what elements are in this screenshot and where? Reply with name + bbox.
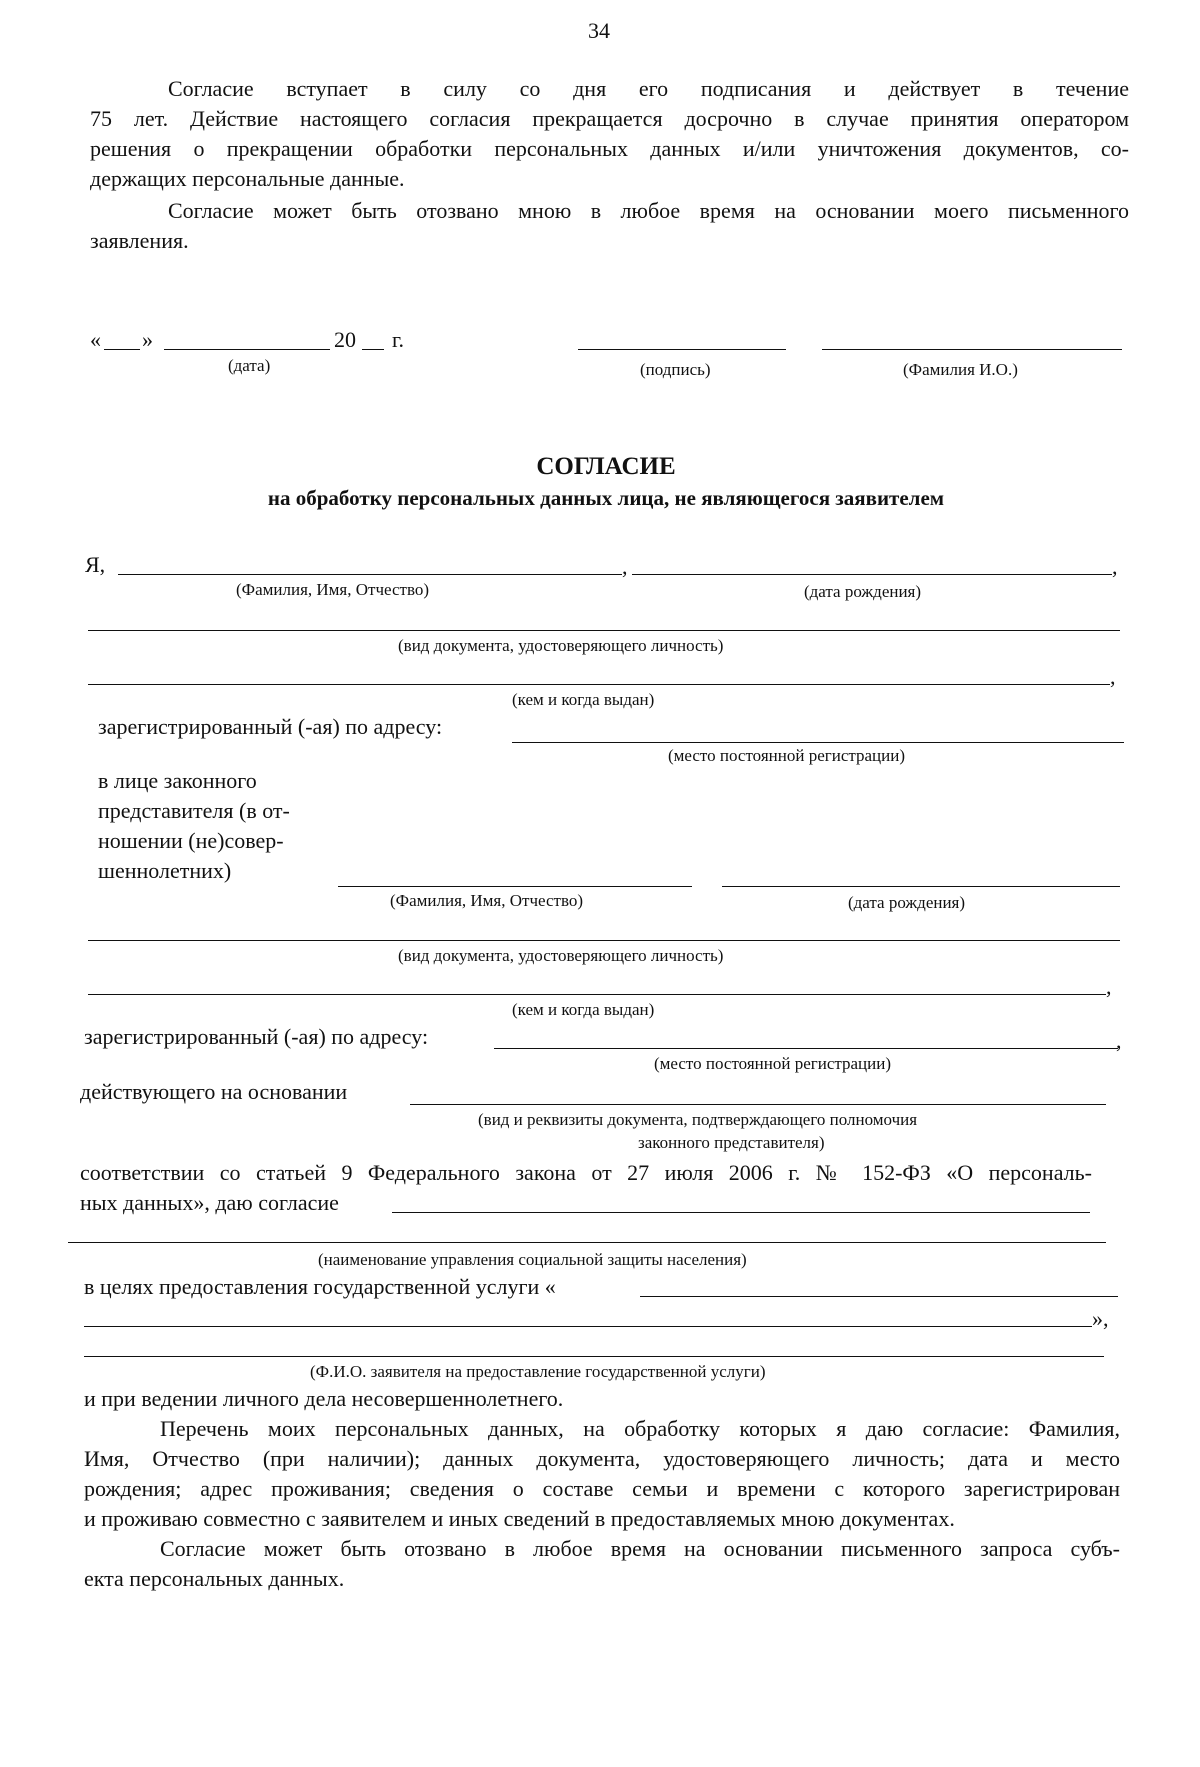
- rep-birth-field: [722, 886, 1120, 887]
- registered-label-1: зарегистрированный (-ая) по адресу:: [98, 714, 443, 739]
- ya-label: Я,: [85, 552, 106, 577]
- accordance-line-1: соответствии со статьей 9 Федерального закона от 27 июля 2006 г. № 152-ФЗ «О персональ-: [80, 1160, 1092, 1185]
- revoke-line-2: екта персональных данных.: [84, 1566, 345, 1591]
- p1-line-3: решения о прекращении обработки персональных данных и/или уничтожения документов, со-: [90, 136, 1129, 161]
- cap-issued-1: (кем и когда выдан): [512, 690, 655, 709]
- rep-line-4: шеннолетних): [98, 858, 232, 883]
- caption-fio: (Фамилия И.О.): [903, 360, 1018, 379]
- cap-fio-2: (Фамилия, Имя, Отчество): [390, 891, 584, 910]
- fio-blank: [822, 349, 1122, 350]
- comma-1: ,: [622, 554, 628, 579]
- list-line-3: рождения; адрес проживания; сведения о составе семьи и времени с которого зарегистрирован: [84, 1476, 1120, 1501]
- service-field-1: [640, 1296, 1118, 1297]
- cap-fio-1: (Фамилия, Имя, Отчество): [236, 580, 430, 599]
- cap-doc-1: (вид документа, удостоверяющего личность): [398, 636, 724, 655]
- basis-field: [410, 1104, 1106, 1105]
- personal-file-line: и при ведении личного дела несовершеннолетнего.: [84, 1386, 564, 1411]
- rep-line-1: в лице законного: [98, 768, 257, 793]
- p2-line-1: Согласие может быть отозвано мною в любое время на основании моего письменного: [168, 198, 1129, 223]
- month-blank: [164, 349, 330, 350]
- p1-line-4: держащих персональные данные.: [90, 166, 405, 191]
- date-close-quote: »: [142, 327, 153, 352]
- comma-4: ,: [1106, 974, 1112, 999]
- issued-field-2: [88, 994, 1106, 995]
- year-suffix: г.: [392, 327, 405, 352]
- year-blank: [362, 349, 384, 350]
- revoke-line-1: Согласие может быть отозвано в любое время на основании письменного запроса субъ-: [160, 1536, 1120, 1561]
- registration-field-2: [494, 1048, 1118, 1049]
- cap-issued-2: (кем и когда выдан): [512, 1000, 655, 1019]
- page-number: 34: [588, 18, 610, 43]
- acting-label: действующего на основании: [80, 1079, 348, 1104]
- doc-field-2: [88, 940, 1120, 941]
- year-prefix: 20: [334, 327, 356, 352]
- accordance-line-2: ных данных», даю согласие: [80, 1190, 339, 1215]
- comma-3: ,: [1110, 664, 1116, 689]
- cap-basis-2: законного представителя): [638, 1133, 825, 1152]
- cap-registration-1: (место постоянной регистрации): [668, 746, 905, 765]
- registered-label-2: зарегистрированный (-ая) по адресу:: [84, 1024, 429, 1049]
- consent-subtitle: на обработку персональных данных лица, не являющегося заявителем: [267, 486, 945, 510]
- caption-date: (дата): [228, 356, 271, 375]
- service-field-2: [84, 1326, 1092, 1327]
- consent-to-field: [392, 1212, 1090, 1213]
- day-blank: [104, 349, 140, 350]
- rep-line-3: ношении (не)совер-: [98, 828, 284, 853]
- cap-basis-1: (вид и реквизиты документа, подтверждающего полномочия: [478, 1110, 918, 1129]
- registration-field-1: [512, 742, 1124, 743]
- caption-signature: (подпись): [640, 360, 711, 379]
- doc-field-1: [88, 630, 1120, 631]
- purpose-label: в целях предоставления государственной услуги «: [84, 1274, 556, 1299]
- issued-field-1: [88, 684, 1110, 685]
- rep-fio-field: [338, 886, 692, 887]
- cap-birth-1: (дата рождения): [804, 582, 922, 601]
- fio-field-1: [118, 574, 622, 575]
- p1-line-1: Согласие вступает в силу со дня его подписания и действует в течение: [168, 76, 1129, 101]
- social-field: [68, 1242, 1106, 1243]
- cap-applicant: (Ф.И.О. заявителя на предоставление государственной услуги): [310, 1362, 766, 1381]
- list-line-2: Имя, Отчество (при наличии); данных документа, удостоверяющего личность; дата и место: [84, 1446, 1120, 1471]
- rep-line-2: представителя (в от-: [98, 798, 290, 823]
- signature-blank: [578, 349, 786, 350]
- comma-2: ,: [1112, 554, 1118, 579]
- cap-birth-2: (дата рождения): [848, 893, 966, 912]
- p2-line-2: заявления.: [90, 228, 189, 253]
- applicant-field: [84, 1356, 1104, 1357]
- list-line-1: Перечень моих персональных данных, на обработку которых я даю согласие: Фамилия,: [160, 1416, 1120, 1441]
- p1-line-2: 75 лет. Действие настоящего согласия прекращается досрочно в случае принятия оператором: [90, 106, 1129, 131]
- cap-registration-2: (место постоянной регистрации): [654, 1054, 891, 1073]
- list-line-4: и проживаю совместно с заявителем и иных сведений в предоставляемых мною документах.: [84, 1506, 955, 1531]
- comma-5: ,: [1116, 1028, 1122, 1053]
- cap-social: (наименование управления социальной защиты населения): [318, 1250, 747, 1269]
- birth-field-1: [632, 574, 1112, 575]
- consent-title: СОГЛАСИЕ: [536, 453, 676, 480]
- date-open-quote: «: [90, 327, 101, 352]
- purpose-close: »,: [1092, 1306, 1109, 1331]
- cap-doc-2: (вид документа, удостоверяющего личность): [398, 946, 724, 965]
